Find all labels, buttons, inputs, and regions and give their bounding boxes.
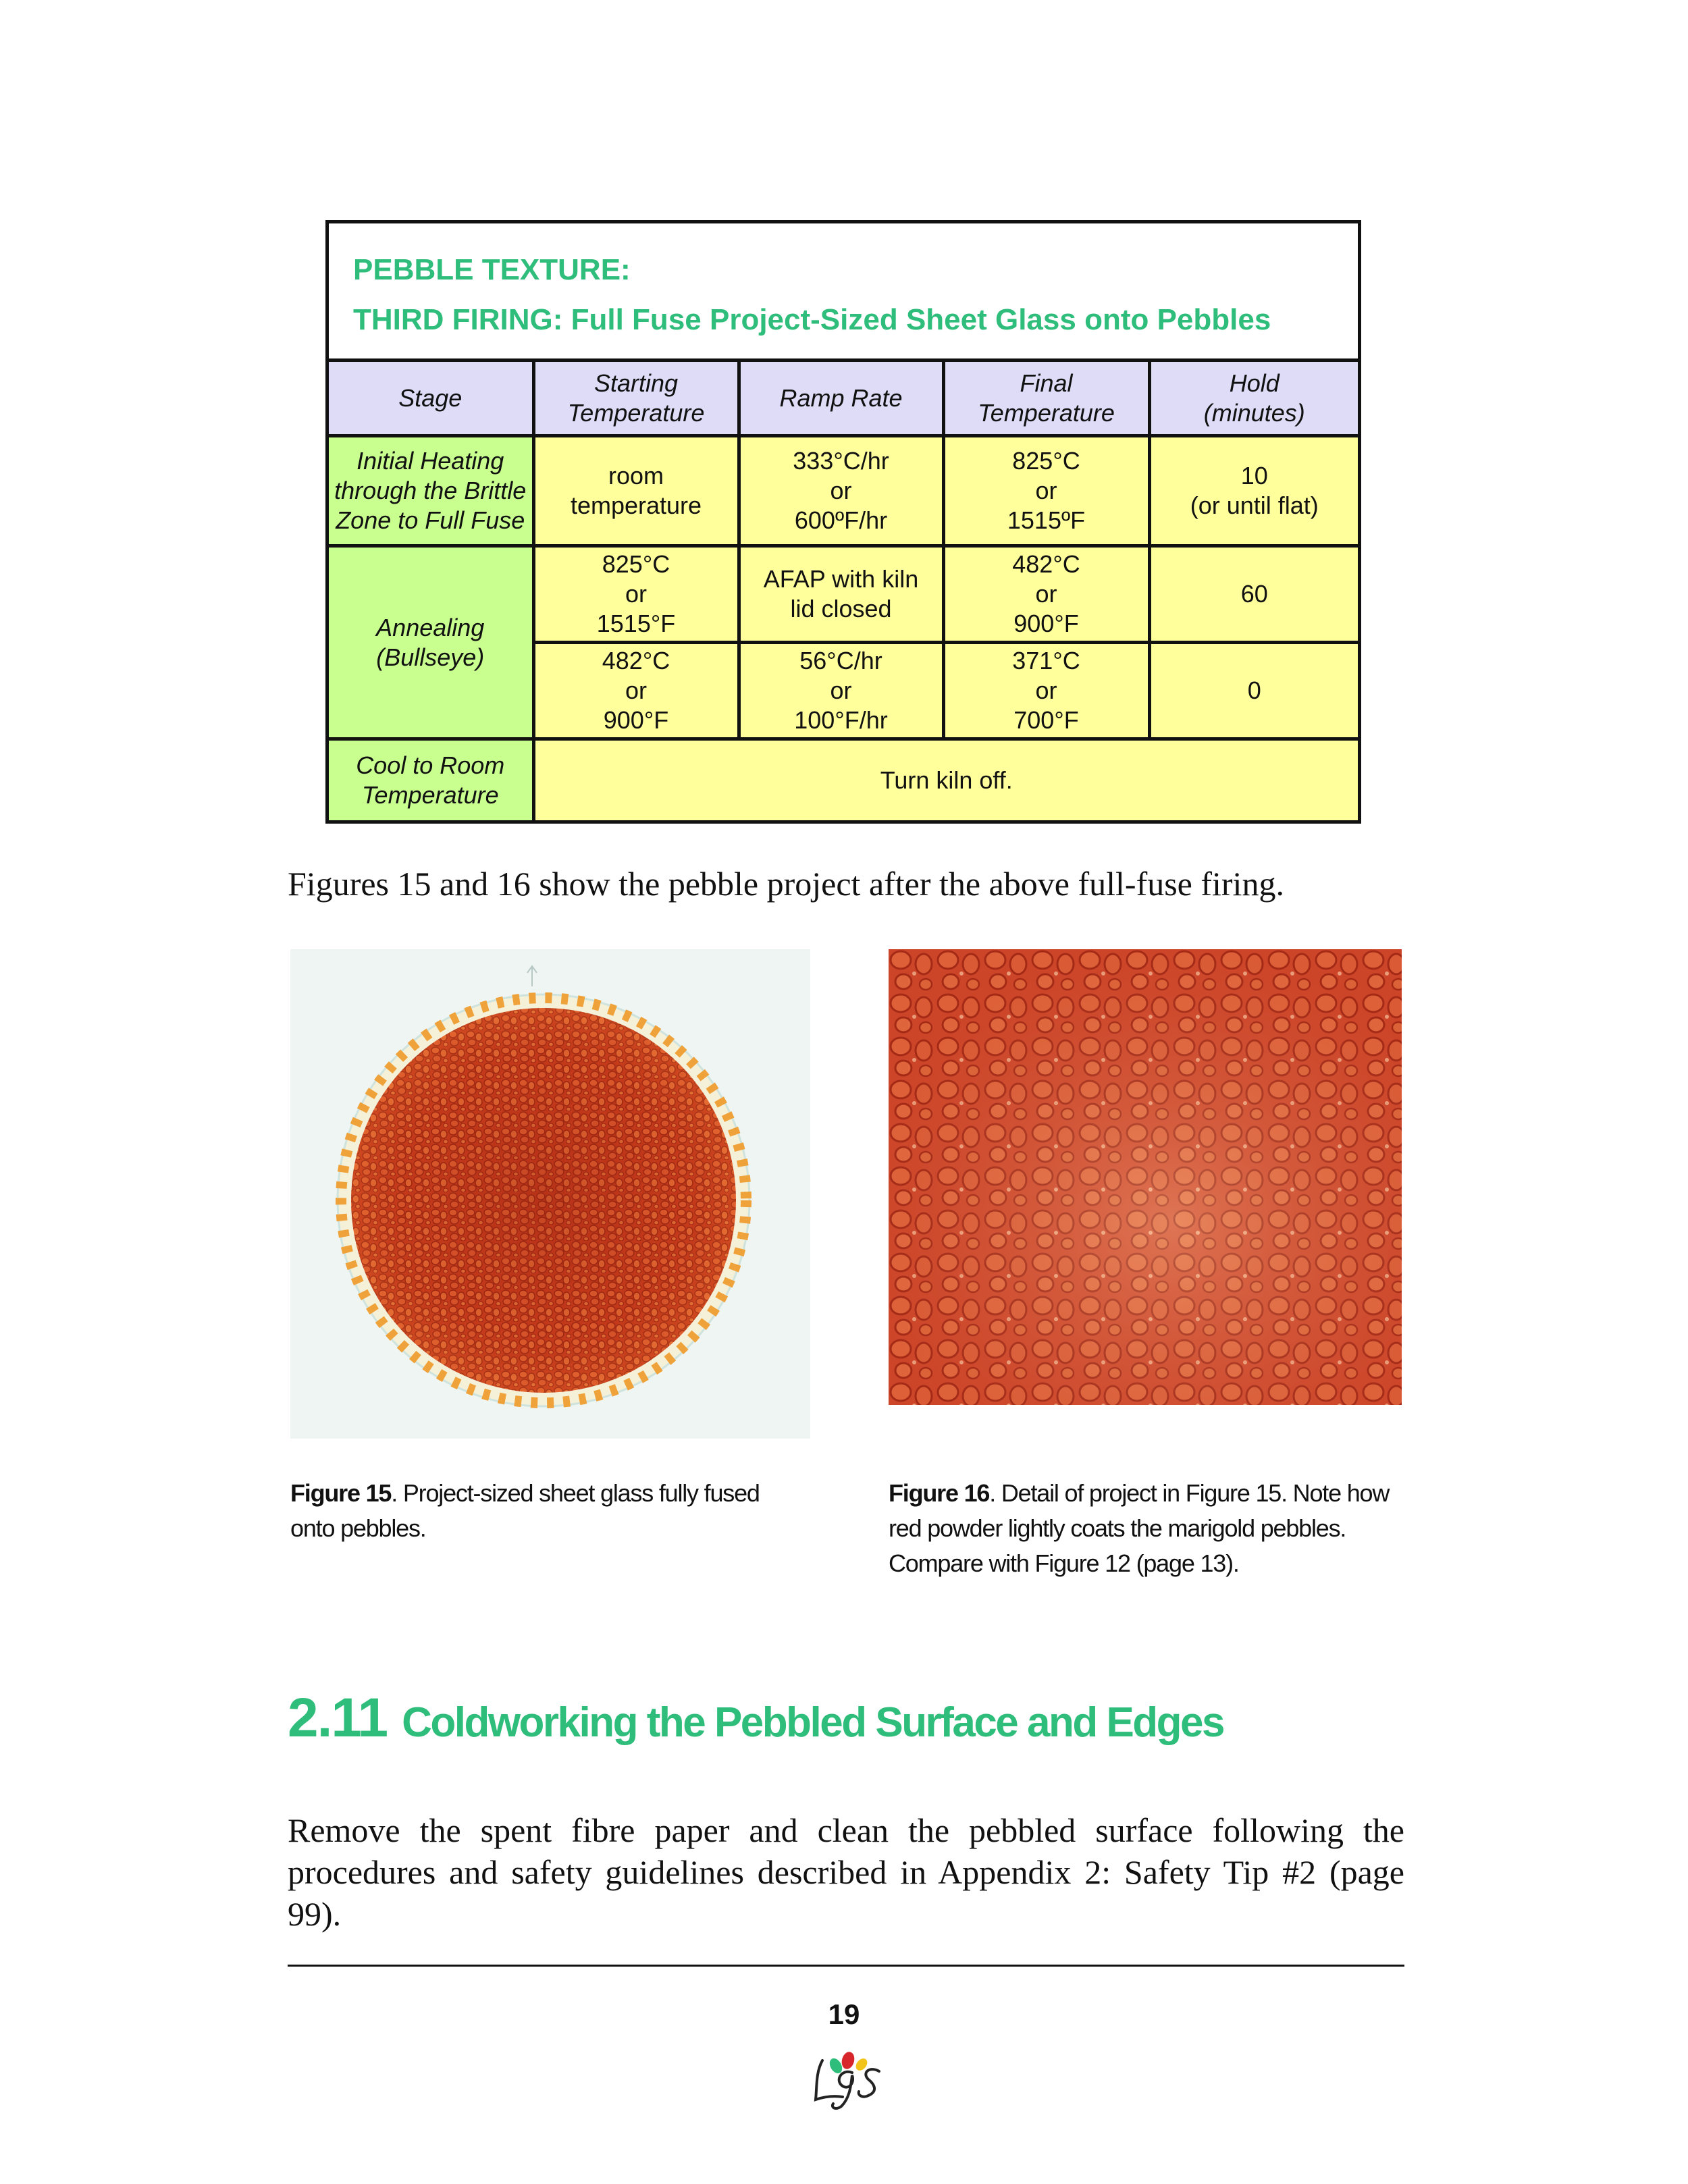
figure-16-text: . Detail of project in Figure 15. Note how red powder lightly coats the marigold pebbles. Compare with Figure 12 (page 13). [889,1479,1390,1577]
cell-hold: 10 (or until flat) [1149,436,1358,546]
cell-hold: 0 [1149,643,1358,739]
section-title: Coldworking the Pebbled Surface and Edges [402,1699,1224,1746]
page-number: 19 [828,1998,860,2030]
stage-cool: Cool to Room Temperature [329,739,533,821]
header-final-temperature: Final Temperature [943,362,1149,436]
cell-ramp-rate: AFAP with kiln lid closed [739,546,943,643]
cell-hold: 60 [1149,546,1358,643]
row-annealing-a [329,546,1358,643]
figure-15-label: Figure 15 [290,1479,392,1507]
lgs-logo [803,2046,891,2113]
section-heading [288,1686,1223,1750]
cell-start-temp: 825°C or 1515°F [533,546,739,643]
body-paragraph: Remove the spent fibre paper and clean the pebbled surface following the procedures and safety guidelines described in Appendix 2: Safety Tip #2 (page 99). [288,1811,1404,1933]
figure-16-image [889,949,1402,1405]
header-stage: Stage [329,362,533,436]
footer-rule [288,1965,1404,1967]
figure-15-caption [290,1476,803,1546]
row-initial-heating [329,436,1358,546]
intro-text: Figures 15 and 16 show the pebble project after the above full-fuse firing. [288,865,1284,903]
stage-initial-heating: Initial Heating through the Brittle Zone to Full Fuse [329,436,533,546]
stage-annealing: Annealing (Bullseye) [329,546,533,739]
cell-final-temp: 482°C or 900°F [943,546,1149,643]
cell-start-temp: 482°C or 900°F [533,643,739,739]
cell-final-temp: 825°C or 1515ºF [943,436,1149,546]
figure-16-caption [889,1476,1402,1581]
cell-ramp-rate: 333°C/hr or 600ºF/hr [739,436,943,546]
header-row [329,362,1358,436]
fused-circle-photo [290,949,810,1439]
firing-grid [329,362,1358,820]
cell-start-temp: room temperature [533,436,739,546]
figure-15-text: . Project-sized sheet glass fully fused onto pebbles. [290,1479,760,1542]
header-starting-temperature: Starting Temperature [533,362,739,436]
cell-final-temp: 371°C or 700°F [943,643,1149,739]
header-hold: Hold (minutes) [1149,362,1358,436]
cell-ramp-rate: 56°C/hr or 100°F/hr [739,643,943,739]
figure-15-image [290,949,810,1439]
cell-cool-action: Turn kiln off. [533,739,1358,821]
firing-schedule-table [325,220,1361,824]
section-number: 2.11 [288,1687,388,1749]
pebble-detail-photo [889,949,1402,1405]
row-cool [329,739,1358,821]
table-title-line1: PEBBLE TEXTURE: [353,253,631,286]
table-title [329,223,1358,362]
header-ramp-rate: Ramp Rate [739,362,943,436]
lgs-logo-mark [803,2046,891,2113]
table-title-line2: THIRD FIRING: Full Fuse Project-Sized Sheet Glass onto Pebbles [353,303,1271,336]
figure-16-label: Figure 16 [889,1479,990,1507]
